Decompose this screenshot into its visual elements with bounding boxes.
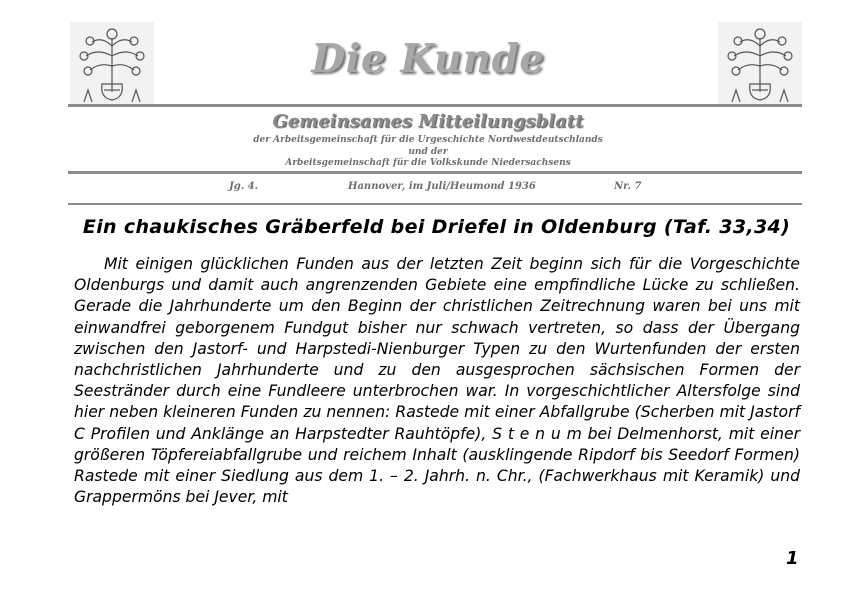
masthead-subline-3: Arbeitsgemeinschaft für die Volkskunde Niedersachsens — [285, 158, 571, 168]
article-body-part-1: Mit einigen glücklichen Funden aus der letzten Zeit beginn sich für die Vorgeschichte Oldenburgs und damit auch angrenzenden Gebiete eine empfindliche Lücke zu schließen. Gerade die Jahrhunderte um den Beginn der christlichen Zeitrechnung waren bei uns mit einwandfrei geborgenem Fundgut bisher nur schwach vertreten, so dass der Übergang zwischen den Jastorf- und Harpstedi-Nienburger Typen zu den Wurtenfunden der ersten nachchristlichen Jahrhunderte und zu den ausgesprochen sächsischen Formen der Seestränder durch eine Fundleere unterbrochen war. In vorgeschichtlicher Altersfolge sind hier neben kleineren Funden zu nennen: Rastede mit einer Abfallgrube (Scherben mit Jastorf C Profilen und Anklänge an Harpstedter Rauhtöpfe), — [74, 255, 800, 443]
issue-number: Nr. 7 — [614, 181, 642, 192]
issue-divider-bottom — [68, 203, 802, 205]
masthead-subline-1: der Arbeitsgemeinschaft für die Urgeschichte Nordwestdeutschlands — [253, 135, 603, 145]
masthead-subtitle: Gemeinsames Mitteilungsblatt — [272, 111, 584, 132]
article-body-part-2: bei Delmenhorst, mit einer größeren Töpfereiabfallgrube und reichem Inhalt (ausklingende Ripdorf bis Seedorf Formen) Rastede mit einer Siedlung aus dem 1. – 2. Jahrh. n. Chr., (Fachwerkhaus mit Keramik) und Grappermöns bei Jever, mit — [74, 424, 800, 507]
issue-volume: Jg. 4. — [229, 181, 259, 192]
masthead-title: Die Kunde — [311, 36, 545, 82]
issue-divider-top — [68, 171, 802, 174]
masthead-subline-2: und der — [408, 147, 448, 157]
page-number: 1 — [786, 548, 799, 569]
issue-place-date: Hannover, im Juli/Heumond 1936 — [348, 181, 536, 192]
article-title: Ein chaukisches Gräberfeld bei Driefel in Oldenburg (Taf. 33,34) — [82, 216, 791, 238]
masthead-divider-top — [68, 104, 802, 107]
article-body-spaced-word: S t e n u m — [492, 424, 582, 443]
article-body — [74, 254, 800, 508]
